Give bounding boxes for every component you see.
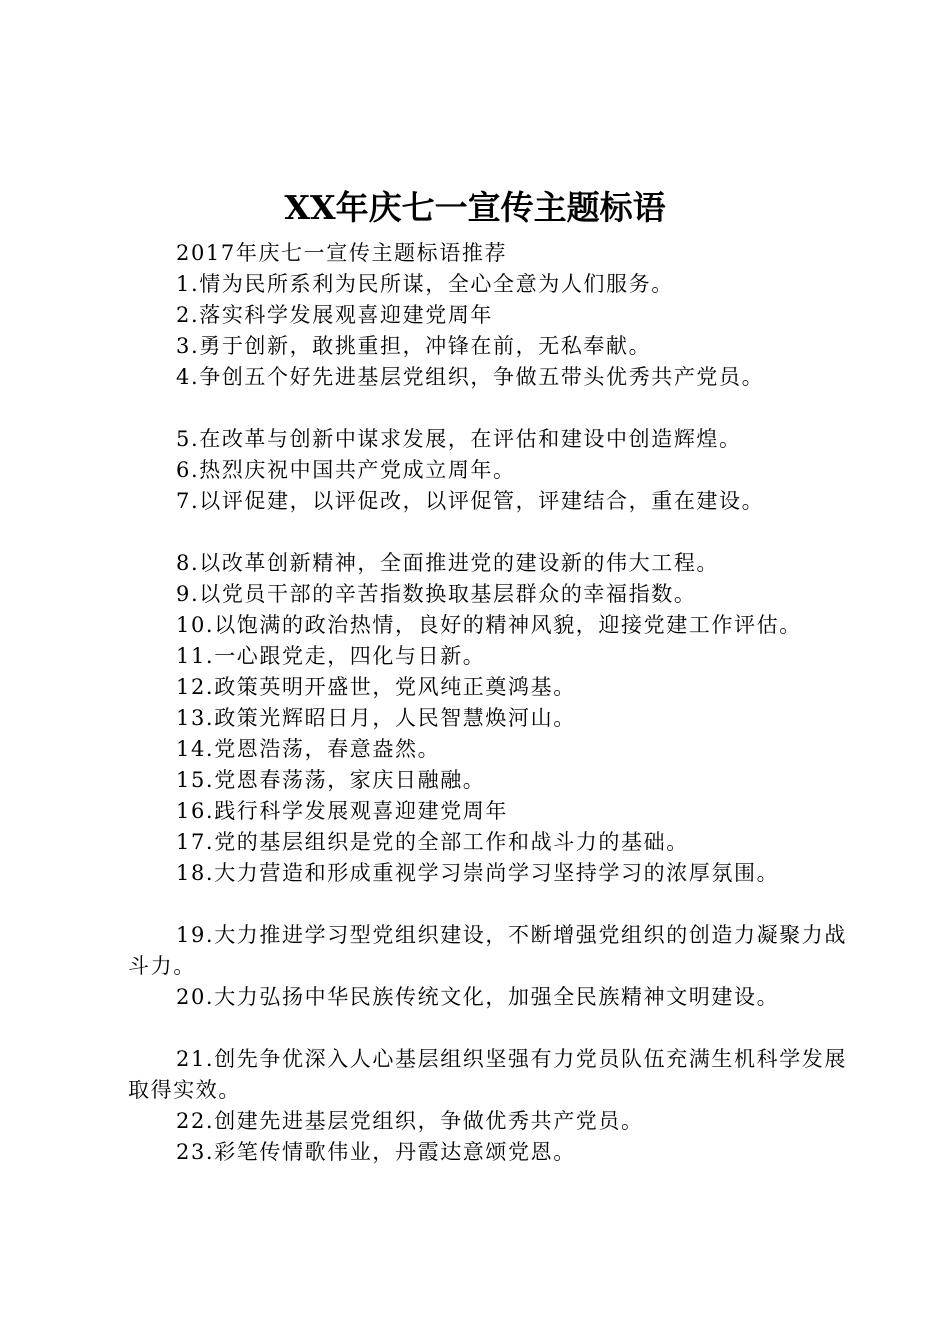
slogan-item: 15.党恩春荡荡，家庆日融融。 [176,768,486,792]
slogan-item: 4.争创五个好先进基层党组织，争做五带头优秀共产党员。 [176,365,765,389]
slogan-item: 20.大力弘扬中华民族传统文化，加强全民族精神文明建设。 [176,985,780,1009]
document-subtitle: 2017年庆七一宣传主题标语推荐 [176,241,508,265]
slogan-item: 9.以党员干部的辛苦指数换取基层群众的幸福指数。 [176,582,697,606]
slogan-item: 7.以评促建，以评促改，以评促管，评建结合，重在建设。 [176,489,765,513]
slogan-item: 14.党恩浩荡，春意盎然。 [176,737,441,761]
document-title: XX年庆七一宣传主题标语 [284,188,666,227]
slogan-item: 12.政策英明开盛世，党风纯正奠鸿基。 [176,675,576,699]
slogan-item: 19.大力推进学习型党组织建设，不断增强党组织的创造力凝聚力战斗力。 [128,923,847,978]
slogan-item: 16.践行科学发展观喜迎建党周年 [176,799,508,823]
slogan-item: 18.大力营造和形成重视学习崇尚学习坚持学习的浓厚氛围。 [176,861,780,885]
slogan-item: 21.创先争优深入人心基层组织坚强有力党员队伍充满生机科学发展取得实效。 [128,1047,847,1102]
slogan-item: 23.彩笔传情歌伟业，丹霞达意颂党恩。 [176,1140,576,1164]
slogan-item: 2.落实科学发展观喜迎建党周年 [176,303,494,327]
slogan-item: 13.政策光辉昭日月，人民智慧焕河山。 [176,706,576,730]
slogan-item: 11.一心跟党走，四化与日新。 [176,644,486,668]
slogan-item: 10.以饱满的政治热情，良好的精神风貌，迎接党建工作评估。 [176,613,802,637]
slogan-item: 8.以改革创新精神，全面推进党的建设新的伟大工程。 [176,551,720,575]
slogan-item: 17.党的基层组织是党的全部工作和战斗力的基础。 [176,830,689,854]
slogan-item: 1.情为民所系利为民所谋，全心全意为人们服务。 [176,272,674,296]
document-body [128,238,850,1168]
slogan-item: 3.勇于创新，敢挑重担，冲锋在前，无私奉献。 [176,334,652,358]
slogan-item: 6.热烈庆祝中国共产党成立周年。 [176,458,516,482]
slogan-item: 5.在改革与创新中谋求发展，在评估和建设中创造辉煌。 [176,427,742,451]
slogan-item: 22.创建先进基层党组织，争做优秀共产党员。 [176,1109,644,1133]
